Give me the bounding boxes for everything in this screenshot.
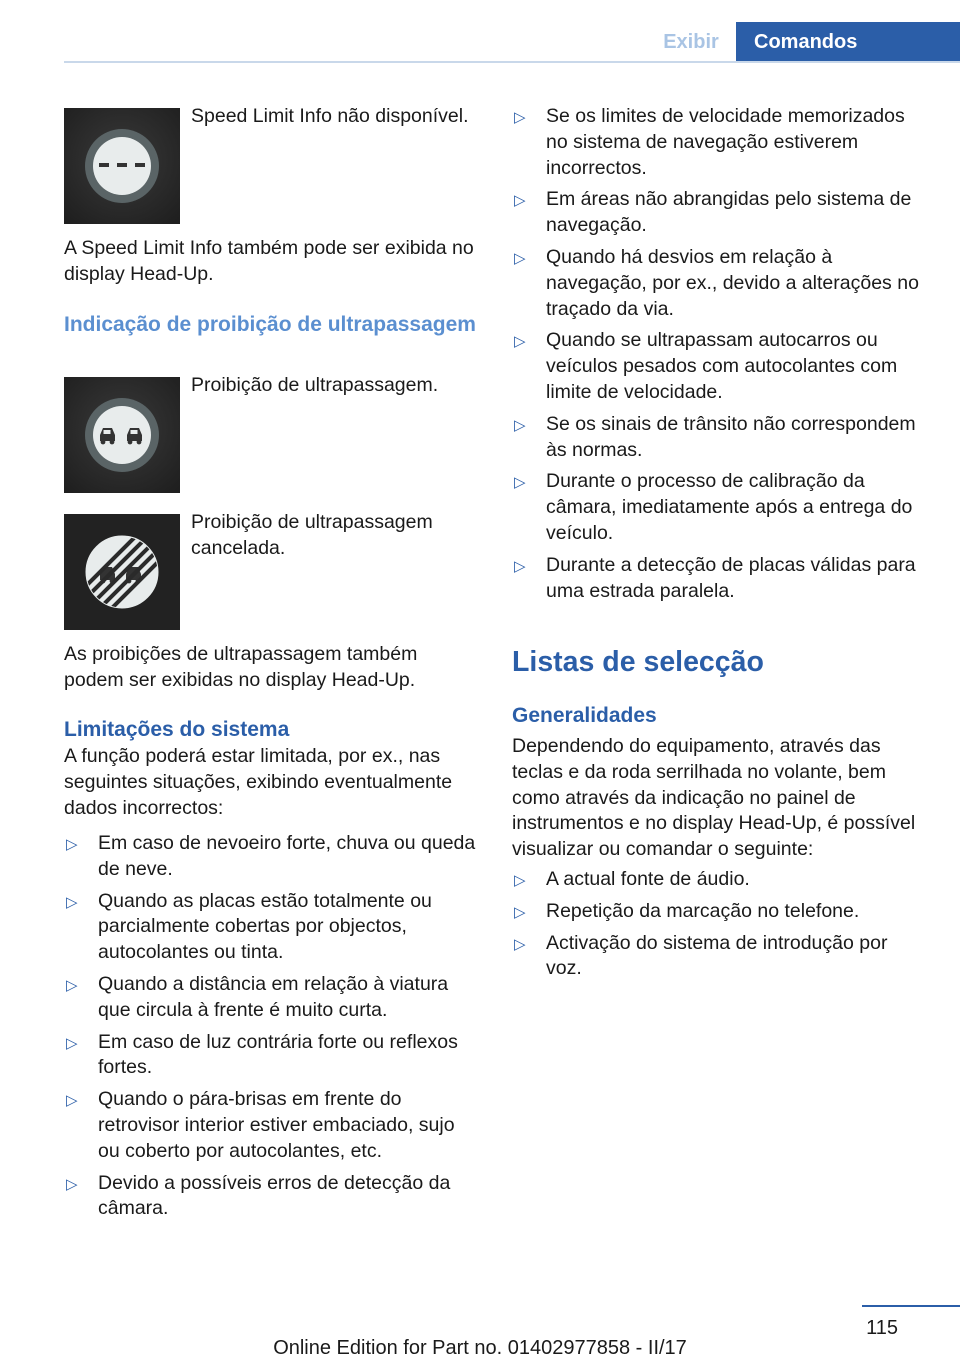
bullet-triangle-icon: ▷ (514, 333, 526, 351)
paragraph-general: Dependendo do equipamento, através das teclas e da roda serrilhada no volante, bem como através da indicação no painel de instrumentos e no display Head-Up, é possível visualizar ou comandar o seguinte: (512, 735, 916, 861)
paragraph-head-up: A Speed Limit Info também pode ser exibida no display Head-Up. (64, 237, 474, 285)
selection-list (512, 867, 928, 988)
bullet-triangle-icon: ▷ (514, 109, 526, 126)
bullet-triangle-icon: ▷ (66, 1175, 78, 1193)
tab-exibir[interactable]: Exibir (663, 31, 719, 53)
list-item: ▷ Activação do sistema de introdução por voz. (514, 931, 888, 980)
sign2-caption: Proibição de ultrapassagem. (191, 374, 439, 396)
list-item: ▷ Em áreas não abrangidas pelo sistema de navegação. (514, 188, 912, 237)
section-heading-overtaking: Indicação de proibição de ultrapassagem (64, 313, 476, 336)
bullet-triangle-icon: ▷ (514, 249, 526, 267)
bullet-triangle-icon: ▷ (514, 192, 526, 210)
list-item: ▷ Quando há desvios em relação à navegação, por ex., devido a alterações no traçado da via. (514, 245, 919, 320)
list-item: ▷ Quando a distância em relação à viatura que circula à frente é muito curta. (66, 972, 449, 1021)
edition-footer: Online Edition for Part no. 01402977858 - II/17 (273, 1337, 687, 1359)
sign1-caption: Speed Limit Info não disponível. (191, 105, 469, 127)
list-item: ▷ Se os sinais de trânsito não correspondem às normas. (514, 412, 916, 461)
section-heading-limitations: Limitações do sistema (64, 718, 290, 741)
paragraph-limitations-intro: A função poderá estar limitada, por ex., nas seguintes situações, exibindo eventualmente dados incorrectos: (64, 745, 453, 819)
list-item: ▷ Em caso de nevoeiro forte, chuva ou queda de neve. (66, 832, 476, 880)
speed-limit-unavailable-icon (64, 108, 180, 224)
bullet-triangle-icon: ▷ (514, 416, 526, 434)
limitations-list-continued (512, 104, 928, 610)
list-item: ▷ Se os limites de velocidade memorizados no sistema de navegação estiverem incorrectos. (514, 105, 905, 179)
list-item: ▷ A actual fonte de áudio. (512, 867, 928, 893)
list-item: ▷ Devido a possíveis erros de detecção da câmara. (66, 1171, 451, 1220)
list-item: ▷ Quando se ultrapassam autocarros ou veículos pesados com autocolantes com limite de velocidade. (514, 329, 898, 403)
bullet-triangle-icon: ▷ (66, 893, 78, 911)
tab-comandos[interactable]: Comandos (736, 22, 960, 61)
page-number: 115 (866, 1317, 898, 1339)
bullet-triangle-icon: ▷ (514, 903, 526, 921)
list-item: ▷ Em caso de luz contrária forte ou reflexos fortes. (66, 1030, 458, 1079)
limitations-list (64, 831, 480, 1228)
paragraph-overtaking-head-up: As proibições de ultrapassagem também podem ser exibidas no display Head-Up. (64, 643, 418, 691)
no-overtaking-icon (64, 377, 180, 493)
header-rule (64, 61, 960, 63)
bullet-triangle-icon: ▷ (514, 872, 526, 889)
bullet-triangle-icon: ▷ (66, 1092, 78, 1110)
bullet-triangle-icon: ▷ (66, 976, 78, 994)
list-item: ▷ Durante a detecção de placas válidas para uma estrada paralela. (514, 553, 916, 602)
bullet-triangle-icon: ▷ (66, 836, 78, 853)
bullet-triangle-icon: ▷ (66, 1034, 78, 1052)
list-item: ▷ Durante o processo de calibração da câmara, imediatamente após a entrega do veículo. (514, 470, 913, 544)
bullet-triangle-icon: ▷ (514, 557, 526, 575)
bullet-triangle-icon: ▷ (514, 474, 526, 492)
footer-rule (862, 1305, 960, 1307)
list-item: ▷ Repetição da marcação no telefone. (512, 899, 928, 925)
list-item: ▷ Quando as placas estão totalmente ou parcialmente cobertas por objectos, autocolantes ou tinta. (66, 889, 432, 964)
no-overtaking-cancelled-icon (64, 514, 180, 630)
section-heading-general: Generalidades (512, 704, 657, 727)
list-item: ▷ Quando o pára-brisas em frente do retrovisor interior estiver embaciado, sujo ou coberto por autocolantes, etc. (66, 1088, 455, 1162)
main-heading-selection-lists: Listas de selecção (512, 646, 764, 678)
sign3-caption: Proibição de ultrapassagem cancelada. (191, 511, 433, 559)
bullet-triangle-icon: ▷ (514, 935, 526, 953)
